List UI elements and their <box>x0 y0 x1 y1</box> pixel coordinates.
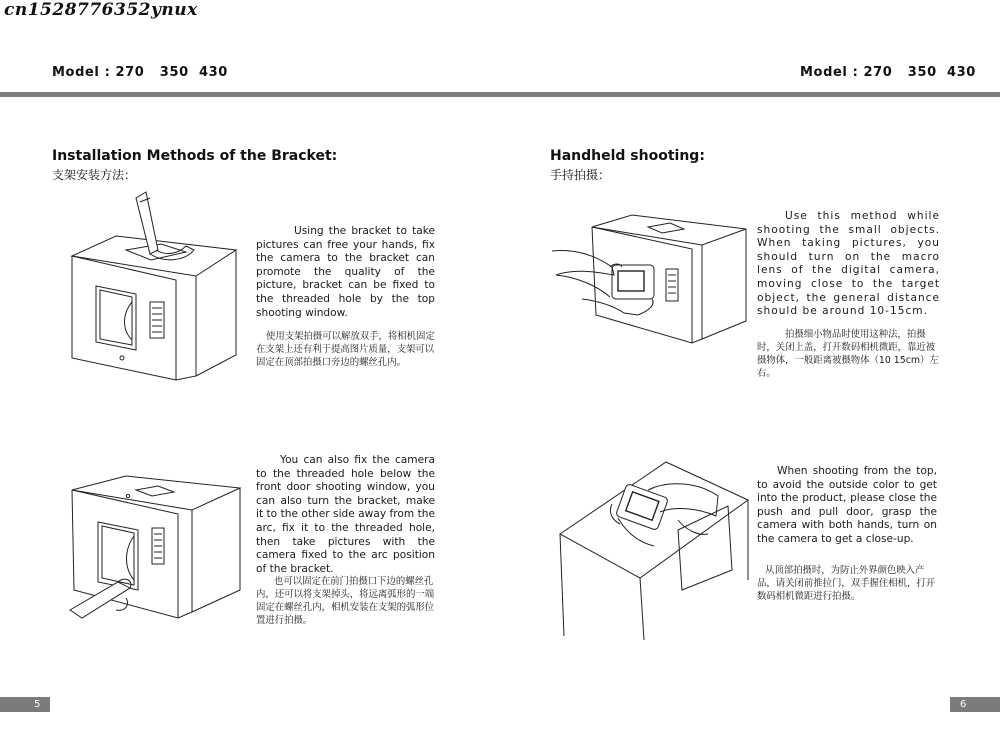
header-rule <box>0 92 1000 97</box>
left-title-en: Installation Methods of the Bracket: <box>52 148 338 164</box>
page-number-left <box>0 697 50 712</box>
page-number-left-text: 5 <box>34 699 41 710</box>
right-section2-en: When shooting from the top, to avoid the outside color to get into the product, please close the push and pull door, grasp the camera with both hands, turn on the camera to get a close-up. <box>757 465 937 545</box>
bracket-top-illustration <box>66 190 246 385</box>
right-section1-cn: 拍摄细小物品时使用这种法，拍摄时，关闭上盖，打开数码相机微距，靠近被摄物体，一般距离被摄物体（10 15cm）左右。 <box>757 329 939 379</box>
left-title-cn: 支架安装方法： <box>52 168 137 182</box>
bracket-front-illustration <box>68 470 248 640</box>
page-number-right-text: 6 <box>960 699 967 710</box>
model-label-right: Model : 270 350 430 <box>800 65 976 80</box>
left-section2-cn: 也可以固定在前门拍摄口下边的螺丝孔内，还可以将支架掉头，将远离弧形的一端固定在螺丝孔内，相机安装在支架的弧形位置进行拍摄。 <box>256 576 435 626</box>
left-section1-cn: 使用支架拍摄可以解放双手，将相机固定在支架上还有利于提高图片质量，支架可以固定在顶部拍摄口旁边的螺丝孔内。 <box>256 331 435 368</box>
right-section2-cn: 从顶部拍摄时，为防止外界颜色映入产品，请关闭前推拉门，双手握住相机，打开数码相机微距进行拍摄。 <box>757 565 936 602</box>
model-label-left: Model : 270 350 430 <box>52 65 228 80</box>
handheld-top-illustration <box>558 460 750 640</box>
left-section1-en: Using the bracket to take pictures can free your hands, fix the camera to the bracket can promote the quality of the picture, bracket can be fixed to the threaded hole by the top shooting window. <box>256 225 435 319</box>
left-section2-en: You can also fix the camera to the threaded hole below the front door shooting window, you can also turn the bracket, make it to the other side away from the arc, fix it to the threaded hole, then take pictures with the camera fixed to the arc position of the bracket. <box>256 454 435 575</box>
watermark-text: cn1528776352ynux <box>4 0 198 20</box>
right-section1-en: Use this method while shooting the small objects. When taking pictures, you should turn on the macro lens of the digital camera, moving close to the target object, the general distance should be around 10-15cm. <box>757 210 940 318</box>
right-title-cn: 手持拍摄： <box>550 168 611 182</box>
right-title-en: Handheld shooting: <box>550 148 705 164</box>
handheld-front-illustration <box>552 205 748 350</box>
page-number-right <box>950 697 1000 712</box>
